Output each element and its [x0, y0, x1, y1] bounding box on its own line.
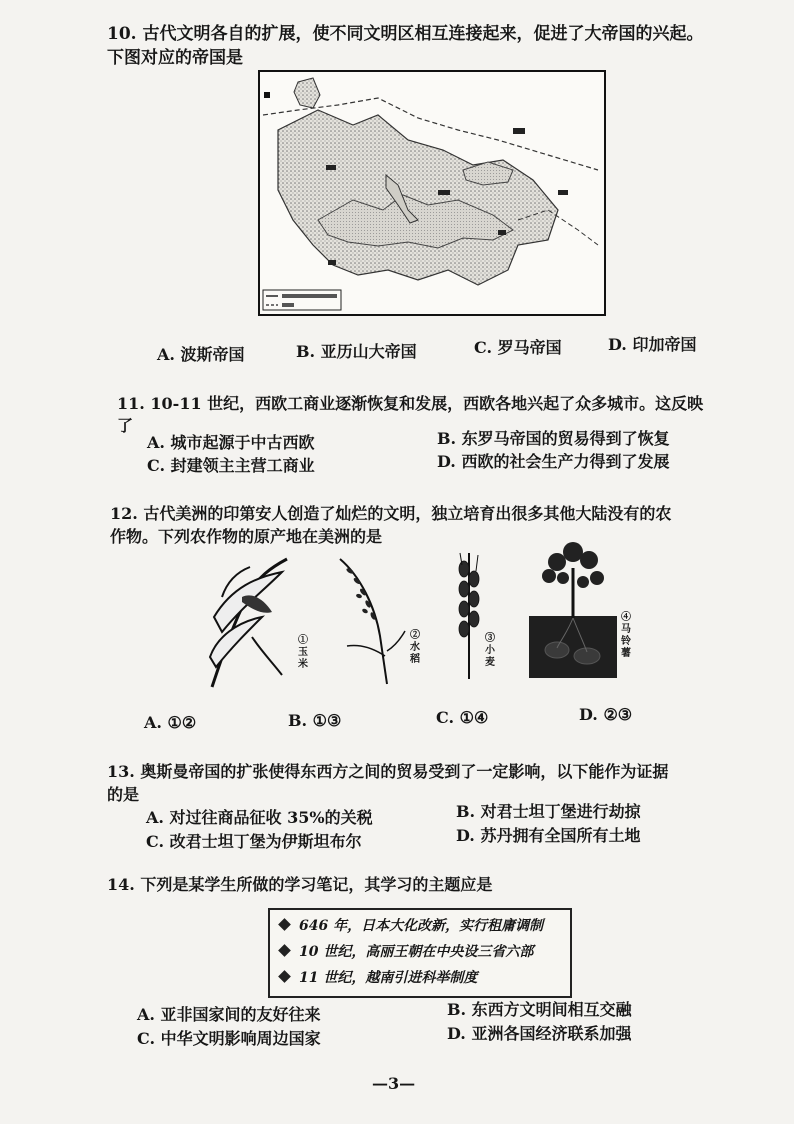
q12-title-line2: 作物。下列农作物的原产地在美洲的是: [110, 527, 383, 546]
q10-option-d[interactable]: D. 印加帝国: [608, 335, 697, 354]
page-number: —3—: [372, 1074, 416, 1093]
note-item: [280, 942, 533, 962]
note-text: 11 世纪，越南引进科举制度: [299, 970, 478, 986]
q11-option-d[interactable]: D. 西欧的社会生产力得到了发展: [437, 452, 670, 471]
q10-title-line1: 10. 古代文明各自的扩展，使不同文明区相互连接起来，促进了大帝国的兴起。: [107, 24, 704, 44]
q13-option-a[interactable]: A. 对过往商品征收 35%的关税: [146, 808, 373, 827]
q12-option-d[interactable]: D. ②③: [579, 705, 633, 724]
crop-label-potato: ④马铃薯: [621, 612, 631, 659]
crop-label-corn: ①玉米: [298, 635, 308, 670]
q13-title-line2: 的是: [107, 785, 140, 804]
q11-option-a[interactable]: A. 城市起源于中古西欧: [147, 433, 315, 452]
q13-option-c[interactable]: C. 改君士坦丁堡为伊斯坦布尔: [146, 832, 362, 851]
q12-option-c[interactable]: C. ①④: [436, 708, 489, 727]
q13-option-b[interactable]: B. 对君士坦丁堡进行劫掠: [456, 802, 641, 821]
study-notes-box: [268, 908, 572, 998]
q13-title-line1: 13. 奥斯曼帝国的扩张使得东西方之间的贸易受到了一定影响，以下能作为证据: [107, 762, 669, 781]
diamond-bullet-icon: [278, 970, 291, 983]
q11-option-b[interactable]: B. 东罗马帝国的贸易得到了恢复: [437, 429, 670, 448]
q10-title-line2: 下图对应的帝国是: [107, 48, 243, 68]
q12-option-b[interactable]: B. ①③: [288, 711, 342, 730]
roman-empire-map-icon: [258, 70, 606, 316]
q11-option-c[interactable]: C. 封建领主主营工商业: [147, 456, 315, 475]
crop-label-wheat: ③小麦: [485, 633, 495, 668]
note-text: 646 年，日本大化改新，实行租庸调制: [299, 918, 544, 934]
wheat-ear-icon: [452, 551, 486, 683]
q14-option-b[interactable]: B. 东西方文明间相互交融: [447, 1000, 632, 1019]
note-item: [280, 968, 477, 988]
q14-title: 14. 下列是某学生所做的学习笔记，其学习的主题应是: [107, 875, 493, 894]
note-text: 10 世纪，高丽王朝在中央设三省六部: [299, 944, 534, 960]
q11-title-line1: 11. 10-11 世纪，西欧工商业逐渐恢复和发展，西欧各地兴起了众多城市。这反映: [117, 394, 704, 413]
q11-title-line2: 了: [117, 416, 134, 435]
rice-plant-icon: [335, 556, 407, 686]
diamond-bullet-icon: [278, 918, 291, 931]
q14-option-c[interactable]: C. 中华文明影响周边国家: [137, 1029, 321, 1048]
q10-option-b[interactable]: B. 亚历山大帝国: [296, 342, 417, 361]
diamond-bullet-icon: [278, 944, 291, 957]
potato-plant-icon: [527, 538, 619, 680]
crop-label-rice: ②水稻: [410, 630, 420, 665]
q10-option-a[interactable]: A. 波斯帝国: [157, 345, 245, 364]
corn-plant-icon: [202, 557, 294, 689]
q14-option-a[interactable]: A. 亚非国家间的友好往来: [137, 1005, 321, 1024]
q13-option-d[interactable]: D. 苏丹拥有全国所有土地: [456, 826, 641, 845]
q12-title-line1: 12. 古代美洲的印第安人创造了灿烂的文明，独立培育出很多其他大陆没有的农: [110, 504, 672, 523]
q14-option-d[interactable]: D. 亚洲各国经济联系加强: [447, 1024, 632, 1043]
note-item: [280, 916, 543, 936]
q12-option-a[interactable]: A. ①②: [144, 713, 197, 732]
q10-option-c[interactable]: C. 罗马帝国: [474, 338, 562, 357]
